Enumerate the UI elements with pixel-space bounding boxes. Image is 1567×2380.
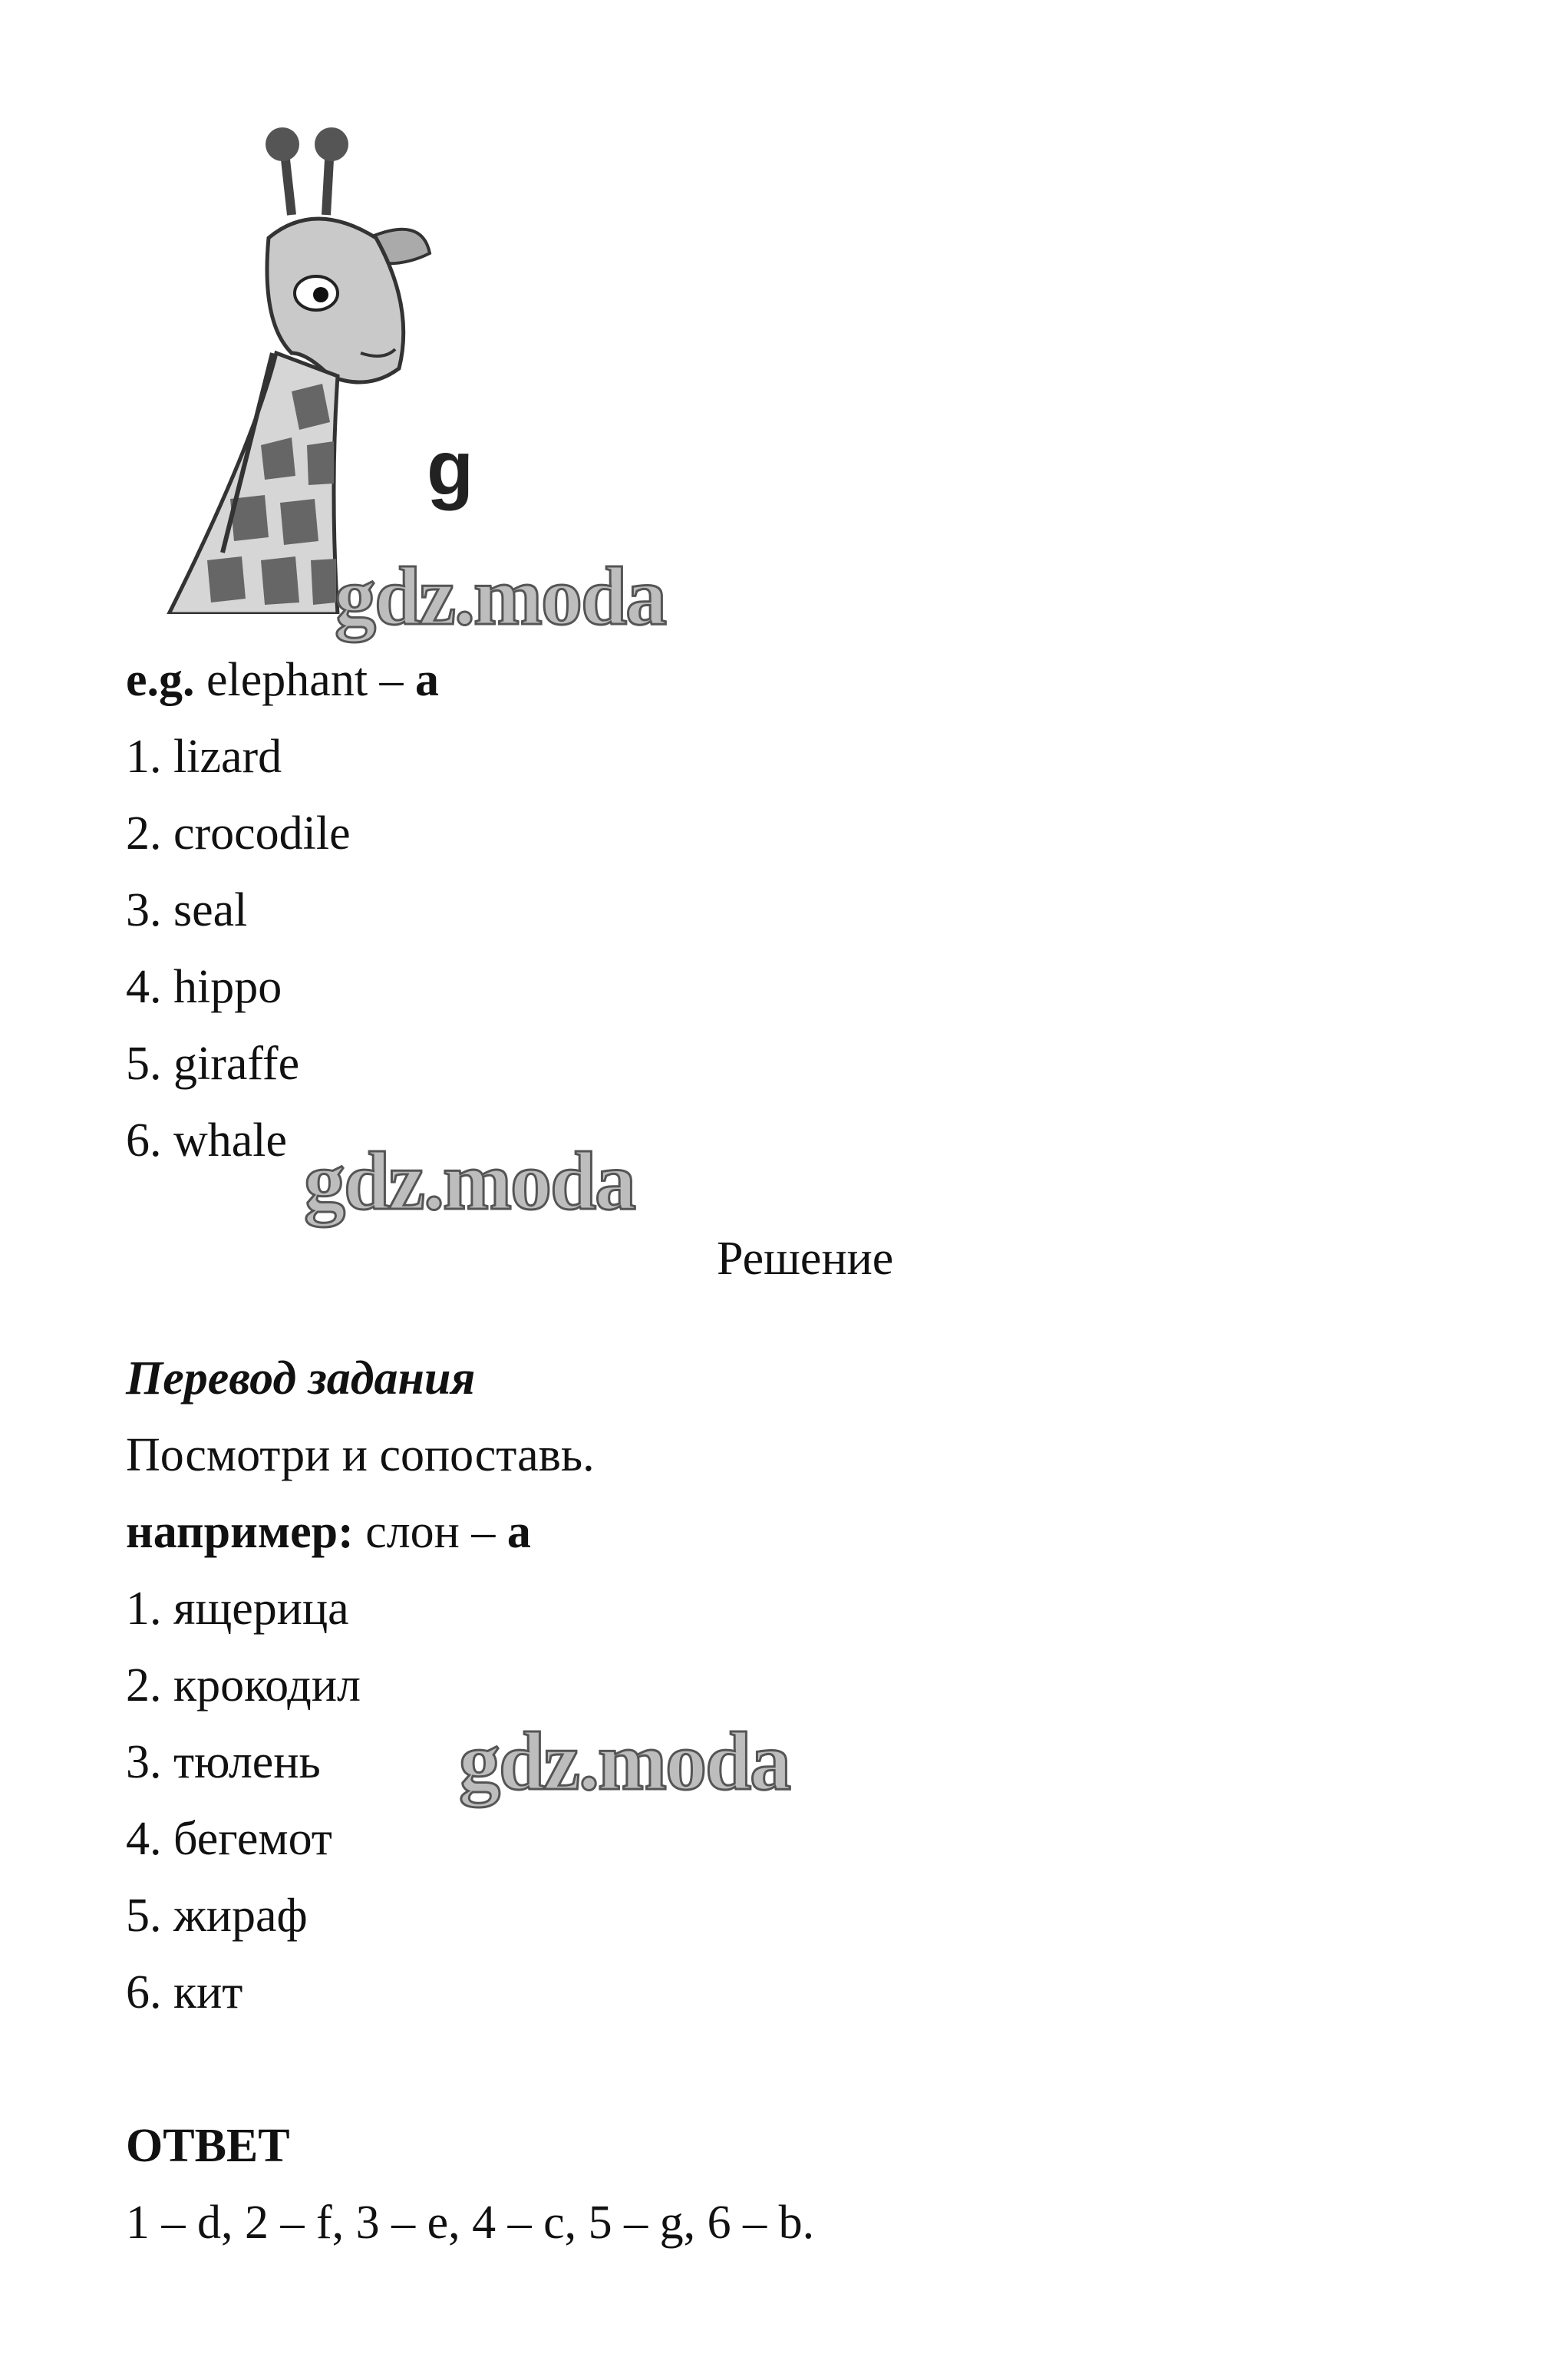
translation-example-text: слон – [353, 1506, 507, 1558]
watermark: gdz.moda [304, 1136, 635, 1227]
watermark: gdz.moda [335, 551, 666, 642]
example-prefix: e.g. [126, 654, 195, 706]
translation-example-prefix: например: [126, 1506, 354, 1558]
translation-heading: Перевод задания [126, 1352, 476, 1405]
translation-list-item: 1. ящерица [126, 1583, 349, 1635]
translation-list-item: 5. жираф [126, 1890, 308, 1942]
translation-example-line [126, 1501, 531, 1563]
translation-list-item: 6. кит [126, 1966, 243, 2019]
translation-list-item: 2. крокодил [126, 1659, 361, 1712]
giraffe-illustration [138, 123, 460, 614]
translation-list-item: 4. бегемот [126, 1813, 332, 1865]
list-item: 1. lizard [126, 731, 282, 783]
example-answer: a [415, 654, 440, 706]
example-text: elephant – [194, 654, 416, 706]
translation-list-item: 3. тюлень [126, 1736, 321, 1788]
translation-example-answer: а [506, 1506, 531, 1558]
list-item: 6. whale [126, 1114, 288, 1167]
list-item: 5. giraffe [126, 1038, 300, 1090]
picture-letter-label: g [427, 425, 474, 511]
watermark: gdz.moda [459, 1716, 790, 1807]
list-item: 3. seal [126, 884, 248, 936]
list-item: 4. hippo [126, 961, 282, 1013]
translation-instruction: Посмотри и сопоставь. [126, 1429, 595, 1481]
list-item: 2. crocodile [126, 807, 351, 860]
solution-heading: Решение [717, 1233, 894, 1285]
example-line [126, 649, 439, 711]
answer-text: 1 – d, 2 – f, 3 – e, 4 – c, 5 – g, 6 – b. [126, 2197, 815, 2249]
answer-heading: ОТВЕТ [126, 2120, 290, 2172]
